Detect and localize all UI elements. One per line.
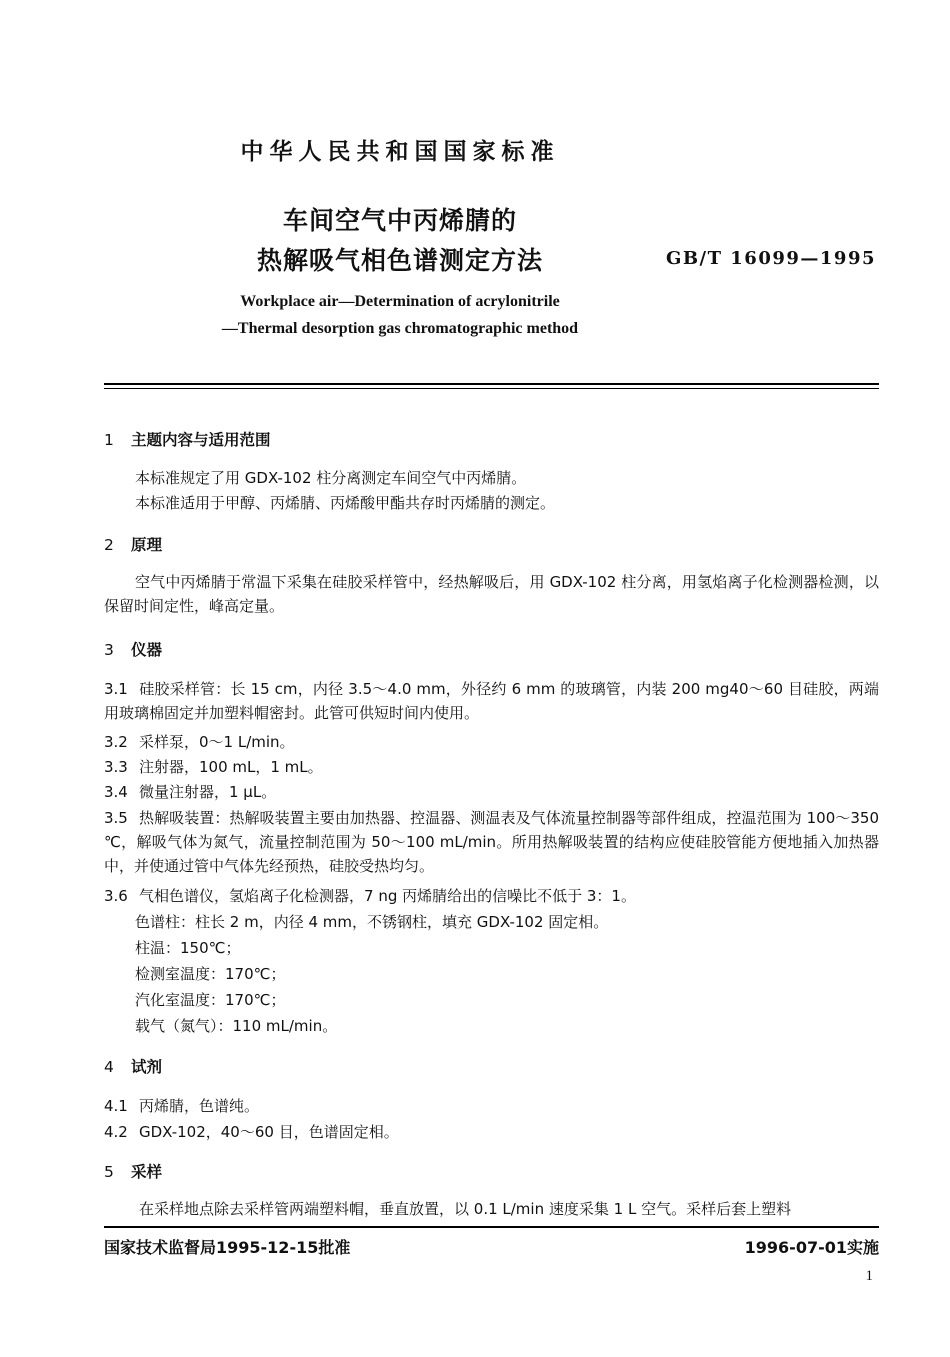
- standard-code: GB/T 16099—1995: [665, 248, 876, 269]
- english-title-line-2: —Thermal desorption gas chromatographic method: [221, 320, 579, 337]
- effective-date: 1996-07-01实施: [744, 1238, 879, 1257]
- item-text: 丙烯腈，色谱纯。: [139, 1097, 260, 1115]
- section-title: 主题内容与适用范围: [131, 431, 271, 449]
- item-text: 采样泵，0～1 L/min。: [139, 733, 295, 751]
- item-text: GDX-102，40～60 目，色谱固定相。: [139, 1123, 399, 1141]
- item-4-1: [104, 1095, 259, 1118]
- title-line-2: 热解吸气相色谱测定方法: [256, 246, 543, 275]
- item-3-6: [104, 885, 636, 908]
- footer-rule: [104, 1226, 879, 1228]
- header-rule-thin: [104, 388, 879, 389]
- english-title-line-1: Workplace air—Determination of acrylonitrile: [240, 293, 560, 310]
- section-title: 采样: [131, 1163, 163, 1181]
- title-line-1: 车间空气中丙烯腈的: [282, 206, 517, 235]
- item-3-6-column: 色谱柱：柱长 2 m，内径 4 mm，不锈钢柱，填充 GDX-102 固定相。: [135, 913, 609, 931]
- item-number: 4.1: [104, 1097, 128, 1115]
- section-number: 3: [104, 641, 114, 659]
- section-number: 5: [104, 1163, 114, 1181]
- section-5-paragraph: 在采样地点除去采样管两端塑料帽，垂直放置，以 0.1 L/min 速度采集 1 L 空气。采样后套上塑料: [139, 1200, 792, 1218]
- section-4-heading: [104, 1055, 162, 1077]
- national-standard-heading: 中华人民共和国国家标准: [240, 139, 560, 165]
- page-number: 1: [865, 1268, 873, 1284]
- item-3-6-carrier-gas: 载气（氮气）：110 mL/min。: [135, 1017, 338, 1035]
- item-number: 3.3: [104, 758, 128, 776]
- item-number: 3.5: [104, 809, 128, 827]
- item-text: 注射器，100 mL，1 mL。: [139, 758, 323, 776]
- item-text: 气相色谱仪，氢焰离子化检测器，7 ng 丙烯腈给出的信噪比不低于 3：1。: [139, 887, 636, 905]
- section-number: 1: [104, 431, 114, 449]
- item-3-3: [104, 756, 323, 779]
- section-1-heading: [104, 428, 271, 450]
- item-3-5: [104, 806, 879, 878]
- section-number: 2: [104, 536, 114, 554]
- item-3-6-column-temp: 柱温：150℃；: [135, 939, 241, 957]
- item-3-2: [104, 731, 295, 754]
- item-number: 3.6: [104, 887, 128, 905]
- section-number: 4: [104, 1058, 114, 1076]
- section-3-heading: [104, 638, 162, 660]
- item-text: 热解吸装置：热解吸装置主要由加热器、控温器、测温表及气体流量控制器等部件组成，控温范围为 100～350 ℃，解吸气体为氮气，流量控制范围为 50～100 mL/min。所用热解吸装置的结构应使硅胶管能方便地插入加热器中，并使通过管中气体先经预热，硅胶受热均匀。: [104, 809, 879, 875]
- section-title: 原理: [131, 536, 163, 554]
- item-number: 3.1: [104, 680, 128, 698]
- section-title: 仪器: [131, 641, 163, 659]
- section-2-paragraph: 空气中丙烯腈于常温下采集在硅胶采样管中，经热解吸后，用 GDX-102 柱分离，用氢焰离子化检测器检测，以保留时间定性，峰高定量。: [104, 573, 879, 615]
- item-4-2: [104, 1121, 399, 1144]
- section-5-heading: [104, 1160, 162, 1182]
- item-text: 微量注射器，1 μL。: [139, 783, 277, 801]
- section-2-heading: [104, 533, 162, 555]
- item-text: 硅胶采样管：长 15 cm，内径 3.5～4.0 mm，外径约 6 mm 的玻璃管，内装 200 mg40～60 目硅胶，两端用玻璃棉固定并加塑料帽密封。此管可供短时间内使用。: [104, 680, 879, 722]
- issued-date: 国家技术监督局1995-12-15批准: [104, 1238, 351, 1257]
- item-3-1: [104, 677, 879, 725]
- section-title: 试剂: [131, 1058, 163, 1076]
- section-1-paragraph-2: 本标准适用于甲醇、丙烯腈、丙烯酸甲酯共存时丙烯腈的测定。: [135, 494, 556, 512]
- item-number: 3.2: [104, 733, 128, 751]
- item-3-6-vaporizer-temp: 汽化室温度：170℃；: [135, 991, 286, 1009]
- item-number: 4.2: [104, 1123, 128, 1141]
- section-1-paragraph-1: 本标准规定了用 GDX-102 柱分离测定车间空气中丙烯腈。: [135, 469, 527, 487]
- item-3-4: [104, 781, 276, 804]
- header-rule: [104, 383, 879, 385]
- item-3-6-detector-temp: 检测室温度：170℃；: [135, 965, 286, 983]
- item-number: 3.4: [104, 783, 128, 801]
